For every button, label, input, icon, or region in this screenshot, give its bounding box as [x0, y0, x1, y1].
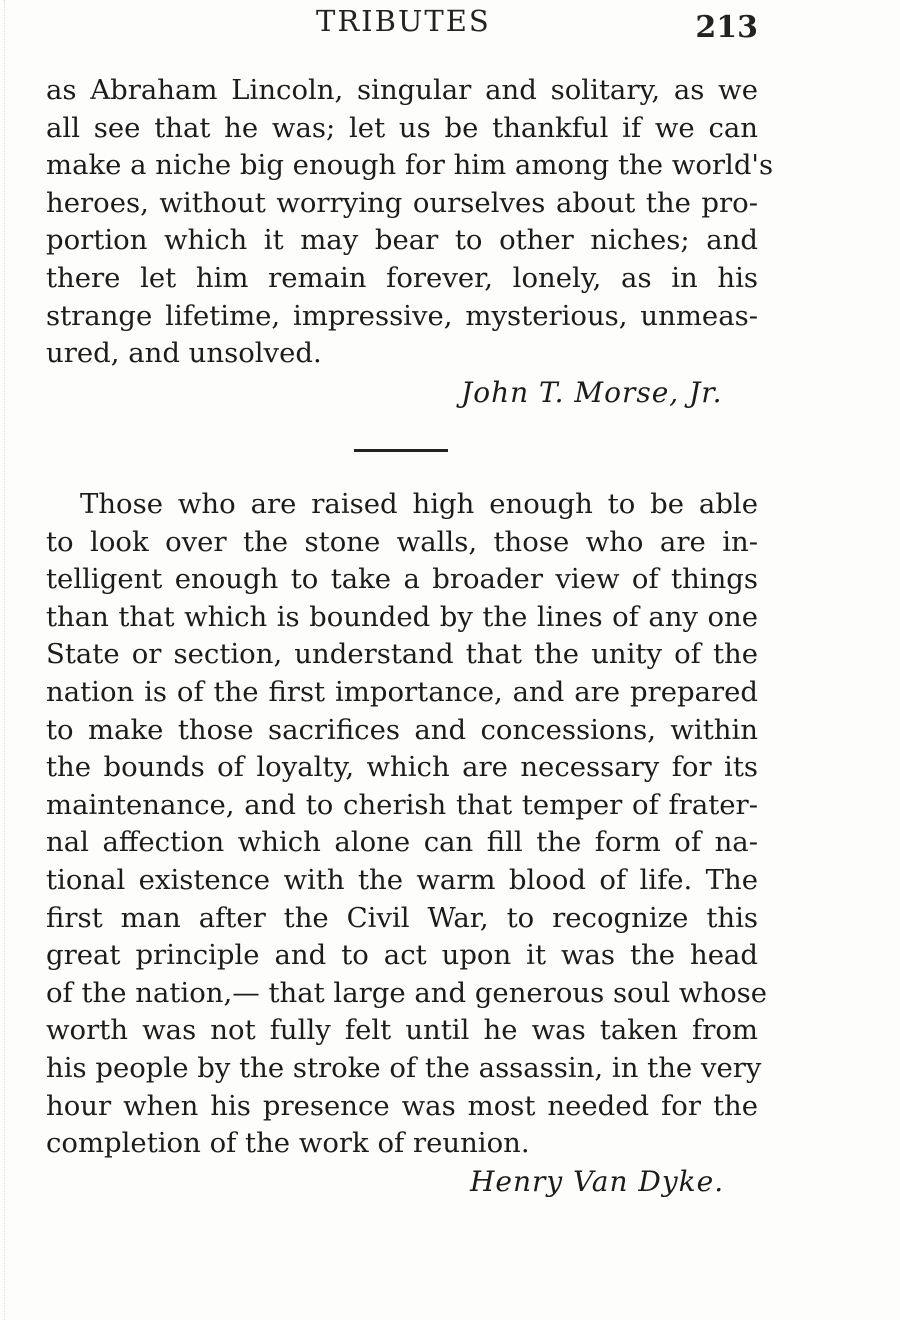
- text-line: tional existence with the warm blood of life. The: [46, 863, 758, 896]
- text-line: than that which is bounded by the lines of any one: [46, 600, 758, 633]
- text-line: his people by the stroke of the assassin, in the very: [46, 1051, 762, 1084]
- text-line: nal affection which alone can fill the form of na-: [46, 826, 758, 859]
- text-line: great principle and to act upon it was the head: [46, 939, 758, 972]
- passage-van-dyke: [46, 486, 768, 1163]
- text-line: strange lifetime, impressive, mysterious, unmeas-: [46, 299, 758, 332]
- text-line: telligent enough to take a broader view of things: [46, 563, 758, 596]
- text-line: State or section, understand that the unity of the: [46, 638, 758, 671]
- text-line: the bounds of loyalty, which are necessary for its: [46, 751, 758, 784]
- text-line: hour when his presence was most needed for the: [46, 1089, 758, 1122]
- text-line: make a niche big enough for him among the world's: [46, 149, 774, 182]
- text-line: to look over the stone walls, those who are in-: [46, 525, 758, 558]
- page-header: [0, 4, 900, 48]
- attribution-van-dyke: Henry Van Dyke.: [470, 1165, 725, 1198]
- text-line: heroes, without worrying ourselves about the pro-: [46, 186, 758, 219]
- text-line: portion which it may bear to other niches; and: [46, 224, 758, 257]
- text-line: ured, and unsolved.: [46, 337, 322, 370]
- text-line: all see that he was; let us be thankful if we can: [46, 111, 758, 144]
- text-line: maintenance, and to cherish that temper of frater-: [46, 788, 758, 821]
- text-line: first man after the Civil War, to recognize this: [46, 901, 758, 934]
- section-divider: [354, 449, 448, 452]
- page-number: 213: [695, 10, 758, 45]
- text-line: Those who are raised high enough to be able: [80, 488, 758, 520]
- text-line: as Abraham Lincoln, singular and solitary, as we: [46, 74, 758, 106]
- text-line: to make those sacrifices and concessions, within: [46, 713, 758, 746]
- text-line: completion of the work of reunion.: [46, 1127, 530, 1160]
- passage-morse: [46, 72, 774, 373]
- attribution-morse: John T. Morse, Jr.: [461, 376, 723, 409]
- text-line: there let him remain forever, lonely, as in his: [46, 261, 758, 294]
- text-line: nation is of the first importance, and are prepared: [46, 675, 758, 708]
- text-line: of the nation,— that large and generous soul whose: [46, 976, 768, 1009]
- page-edge-marks: [4, 0, 21, 1320]
- running-title: TRIBUTES: [316, 4, 491, 38]
- text-line: worth was not fully felt until he was taken from: [46, 1014, 758, 1047]
